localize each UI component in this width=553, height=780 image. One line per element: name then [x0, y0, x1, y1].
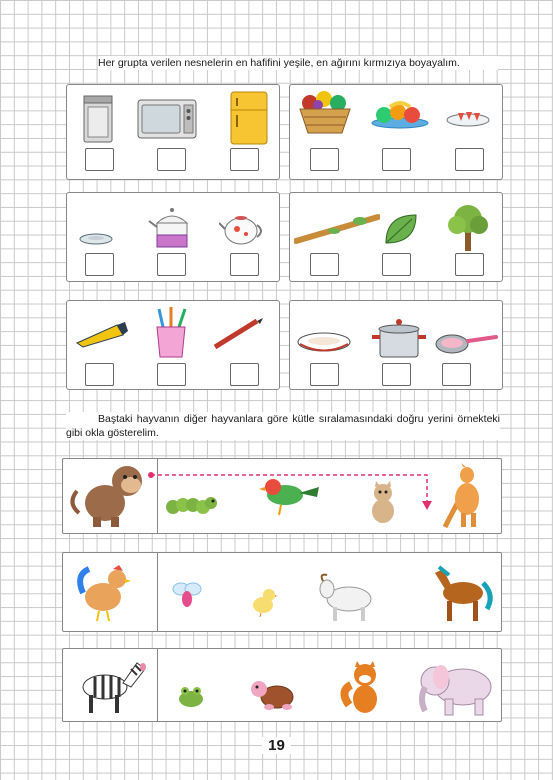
group-panel-appliances	[66, 84, 280, 180]
caterpillar-icon	[165, 487, 217, 517]
checkbox-large-teapot[interactable]	[157, 253, 186, 276]
plate-icon	[296, 331, 352, 353]
checkbox-frying-pan[interactable]	[442, 363, 471, 386]
frog-icon	[175, 683, 207, 709]
checkbox-pencil-cup[interactable]	[157, 363, 186, 386]
checkbox-glue-tube[interactable]	[85, 363, 114, 386]
pencil-icon	[211, 317, 265, 351]
turtle-icon	[249, 675, 299, 711]
horse-icon	[427, 563, 497, 623]
checkbox-dishwasher[interactable]	[85, 148, 114, 171]
goat-icon	[317, 573, 377, 623]
animal-row-2	[62, 552, 502, 632]
chick-icon	[249, 585, 277, 617]
group-panel-fruits	[289, 84, 503, 180]
branch-icon	[294, 211, 380, 245]
instruction-1	[98, 56, 498, 70]
cat-icon	[367, 481, 399, 525]
checkbox-fruit-basket[interactable]	[310, 148, 339, 171]
group-panel-nature	[289, 192, 503, 282]
fruit-plate-icon	[370, 99, 430, 129]
monkey-icon	[69, 463, 153, 529]
checkbox-strawberry-plate[interactable]	[455, 148, 484, 171]
pot-icon	[370, 317, 428, 359]
group-panel-kitchenware	[66, 192, 280, 282]
animal-row-1	[62, 458, 502, 534]
checkbox-plate[interactable]	[310, 363, 339, 386]
leaf-icon	[382, 211, 420, 247]
microwave-icon	[137, 99, 197, 139]
checkbox-branch[interactable]	[310, 253, 339, 276]
fox-icon	[339, 661, 385, 717]
fly-icon	[171, 581, 203, 611]
elephant-icon	[419, 655, 497, 717]
pencil-cup-icon	[151, 307, 191, 359]
page-number	[0, 737, 553, 754]
instruction-2	[66, 412, 500, 440]
large-teapot-icon	[147, 201, 197, 251]
tree-icon	[446, 201, 490, 253]
checkbox-saucer[interactable]	[85, 253, 114, 276]
frying-pan-icon	[434, 331, 500, 357]
group-panel-stationery	[66, 300, 280, 390]
fruit-basket-icon	[296, 89, 354, 135]
small-teapot-icon	[219, 207, 265, 247]
zebra-icon	[75, 653, 147, 717]
kangaroo-icon	[443, 463, 489, 529]
checkbox-small-teapot[interactable]	[230, 253, 259, 276]
checkbox-refrigerator[interactable]	[230, 148, 259, 171]
animal-row-3	[62, 648, 502, 722]
bird-icon	[259, 473, 321, 517]
dishwasher-icon	[83, 95, 113, 143]
saucer-icon	[79, 233, 113, 245]
strawberry-plate-icon	[446, 107, 490, 127]
rooster-icon	[75, 563, 135, 623]
page-number-text: 19	[262, 737, 291, 754]
instruction-1-text: Her grupta verilen nesnelerin en hafifini yeşile, en ağırını kırmızıya boyayalım.	[98, 57, 460, 69]
group-panel-cookware	[289, 300, 503, 390]
glue-tube-icon	[73, 319, 129, 349]
refrigerator-icon	[230, 91, 268, 145]
checkbox-leaf[interactable]	[382, 253, 411, 276]
checkbox-pencil[interactable]	[230, 363, 259, 386]
checkbox-fruit-plate[interactable]	[382, 148, 411, 171]
checkbox-tree[interactable]	[455, 253, 484, 276]
instruction-2-text: Baştaki hayvanın diğer hayvanlara göre kütle sıralamasındaki doğru yerini örnekteki gibi okla gösterelim.	[66, 413, 500, 439]
checkbox-pot[interactable]	[382, 363, 411, 386]
checkbox-microwave[interactable]	[157, 148, 186, 171]
